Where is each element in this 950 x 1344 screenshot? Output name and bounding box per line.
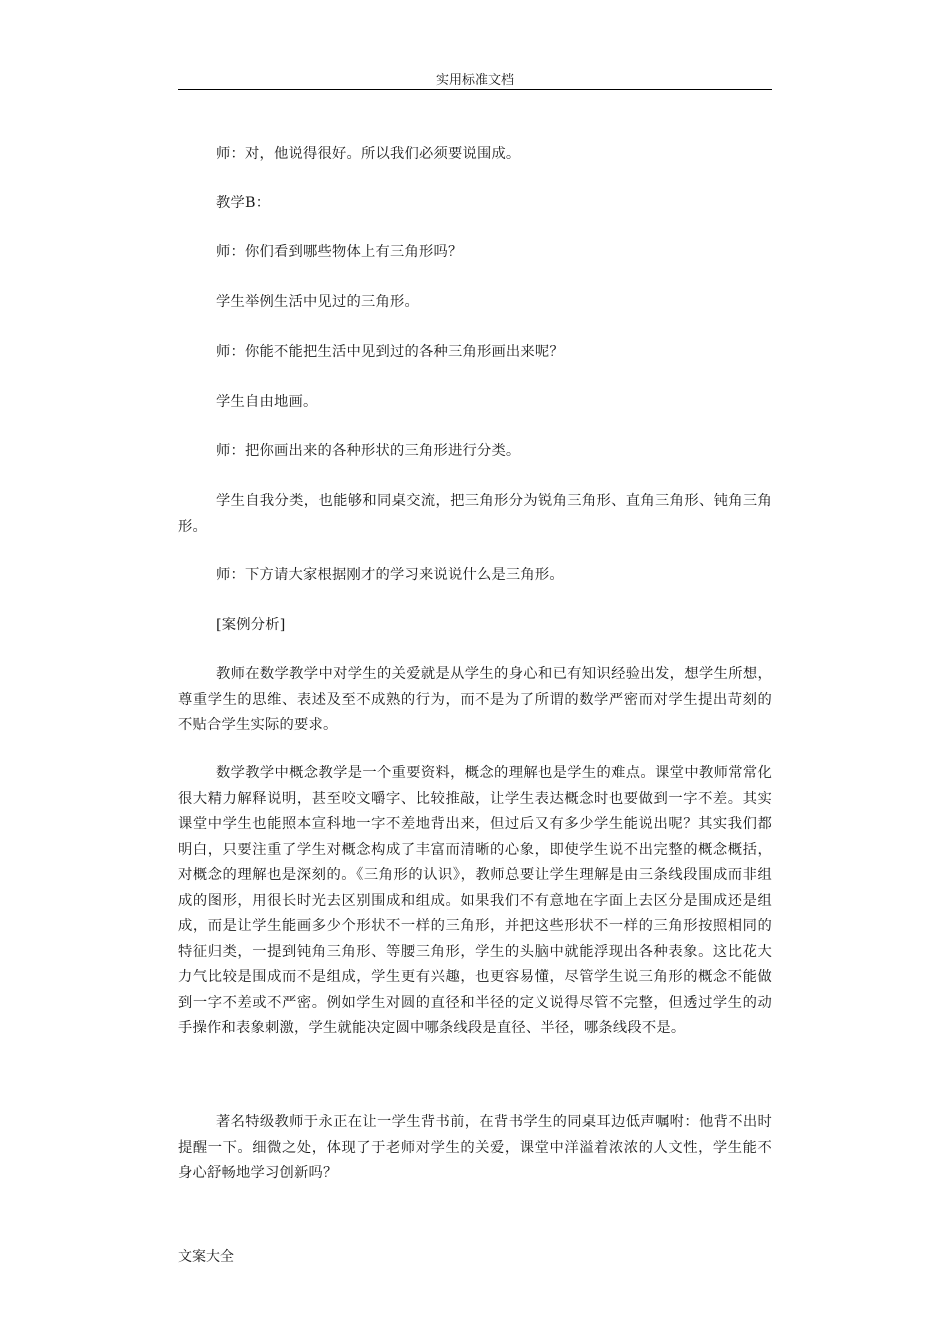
page-footer: 文案大全 <box>178 1249 234 1265</box>
paragraph: 教学B： <box>216 195 271 211</box>
paragraph: 学生自我分类，也能够和同桌交流，把三角形分为锐角三角形、直角三角形、钝角三角形。 <box>178 493 772 535</box>
paragraph: 师：把你画出来的各种形状的三角形进行分类。 <box>216 443 521 459</box>
paragraph: 学生自由地画。 <box>216 394 318 410</box>
header-rule <box>178 89 772 90</box>
page-header: 实用标准文档 <box>435 73 514 88</box>
paragraph: 教师在数学教学中对学生的关爱就是从学生的身心和已有知识经验出发，想学生所想，尊重学生的思维、表述及至不成熟的行为，而不是为了所谓的数学严密而对学生提出苛刻的不贴合学生实际的要求。 <box>178 666 772 733</box>
paragraph: 数学教学中概念教学是一个重要资料，概念的理解也是学生的难点。课堂中教师常常化很大精力解释说明，甚至咬文嚼字、比较推敲，让学生表达概念时也要做到一字不差。其实课堂中学生也能照本宣科地一字不差地背出来，但过后又有多少学生能说出呢？其实我们都明白，只要注重了学生对概念构成了丰富而清晰的心象，即使学生说不出完整的概念概括，对概念的理解也是深刻的。《三角形的认识》，教师总要让学生理解是由三条线段围成而非组成的图形，用很长时光去区别围成和组成。如果我们不有意地在字面上去区分是围成还是组成，而是让学生能画多少个形状不一样的三角形，并把这些形状不一样的三角形按照相同的特征归类，一提到钝角三角形、等腰三角形，学生的头脑中就能浮现出各种表象。这比花大力气比较是围成而不是组成，学生更有兴趣，也更容易懂，尽管学生说三角形的概念不能做到一字不差或不严密。例如学生对圆的直径和半径的定义说得尽管不完整，但透过学生的动手操作和表象刺激，学生就能决定圆中哪条线段是直径、半径，哪条线段不是。 <box>178 765 772 1036</box>
paragraph: 师：下方请大家根据刚才的学习来说说什么是三角形。 <box>216 567 564 583</box>
section-heading: [案例分析] <box>216 617 286 633</box>
paragraph: 师：对，他说得很好。所以我们必须要说围成。 <box>216 146 521 162</box>
paragraph: 师：你们看到哪些物体上有三角形吗？ <box>216 244 463 260</box>
paragraph: 师：你能不能把生活中见到过的各种三角形画出来呢？ <box>216 344 564 360</box>
paragraph: 学生举例生活中见过的三角形。 <box>216 294 419 310</box>
paragraph: 著名特级教师于永正在让一学生背书前，在背书学生的同桌耳边低声嘱咐：他背不出时提醒一下。细微之处，体现了于老师对学生的关爱，课堂中洋溢着浓浓的人文性，学生能不身心舒畅地学习创新吗？ <box>178 1114 772 1181</box>
